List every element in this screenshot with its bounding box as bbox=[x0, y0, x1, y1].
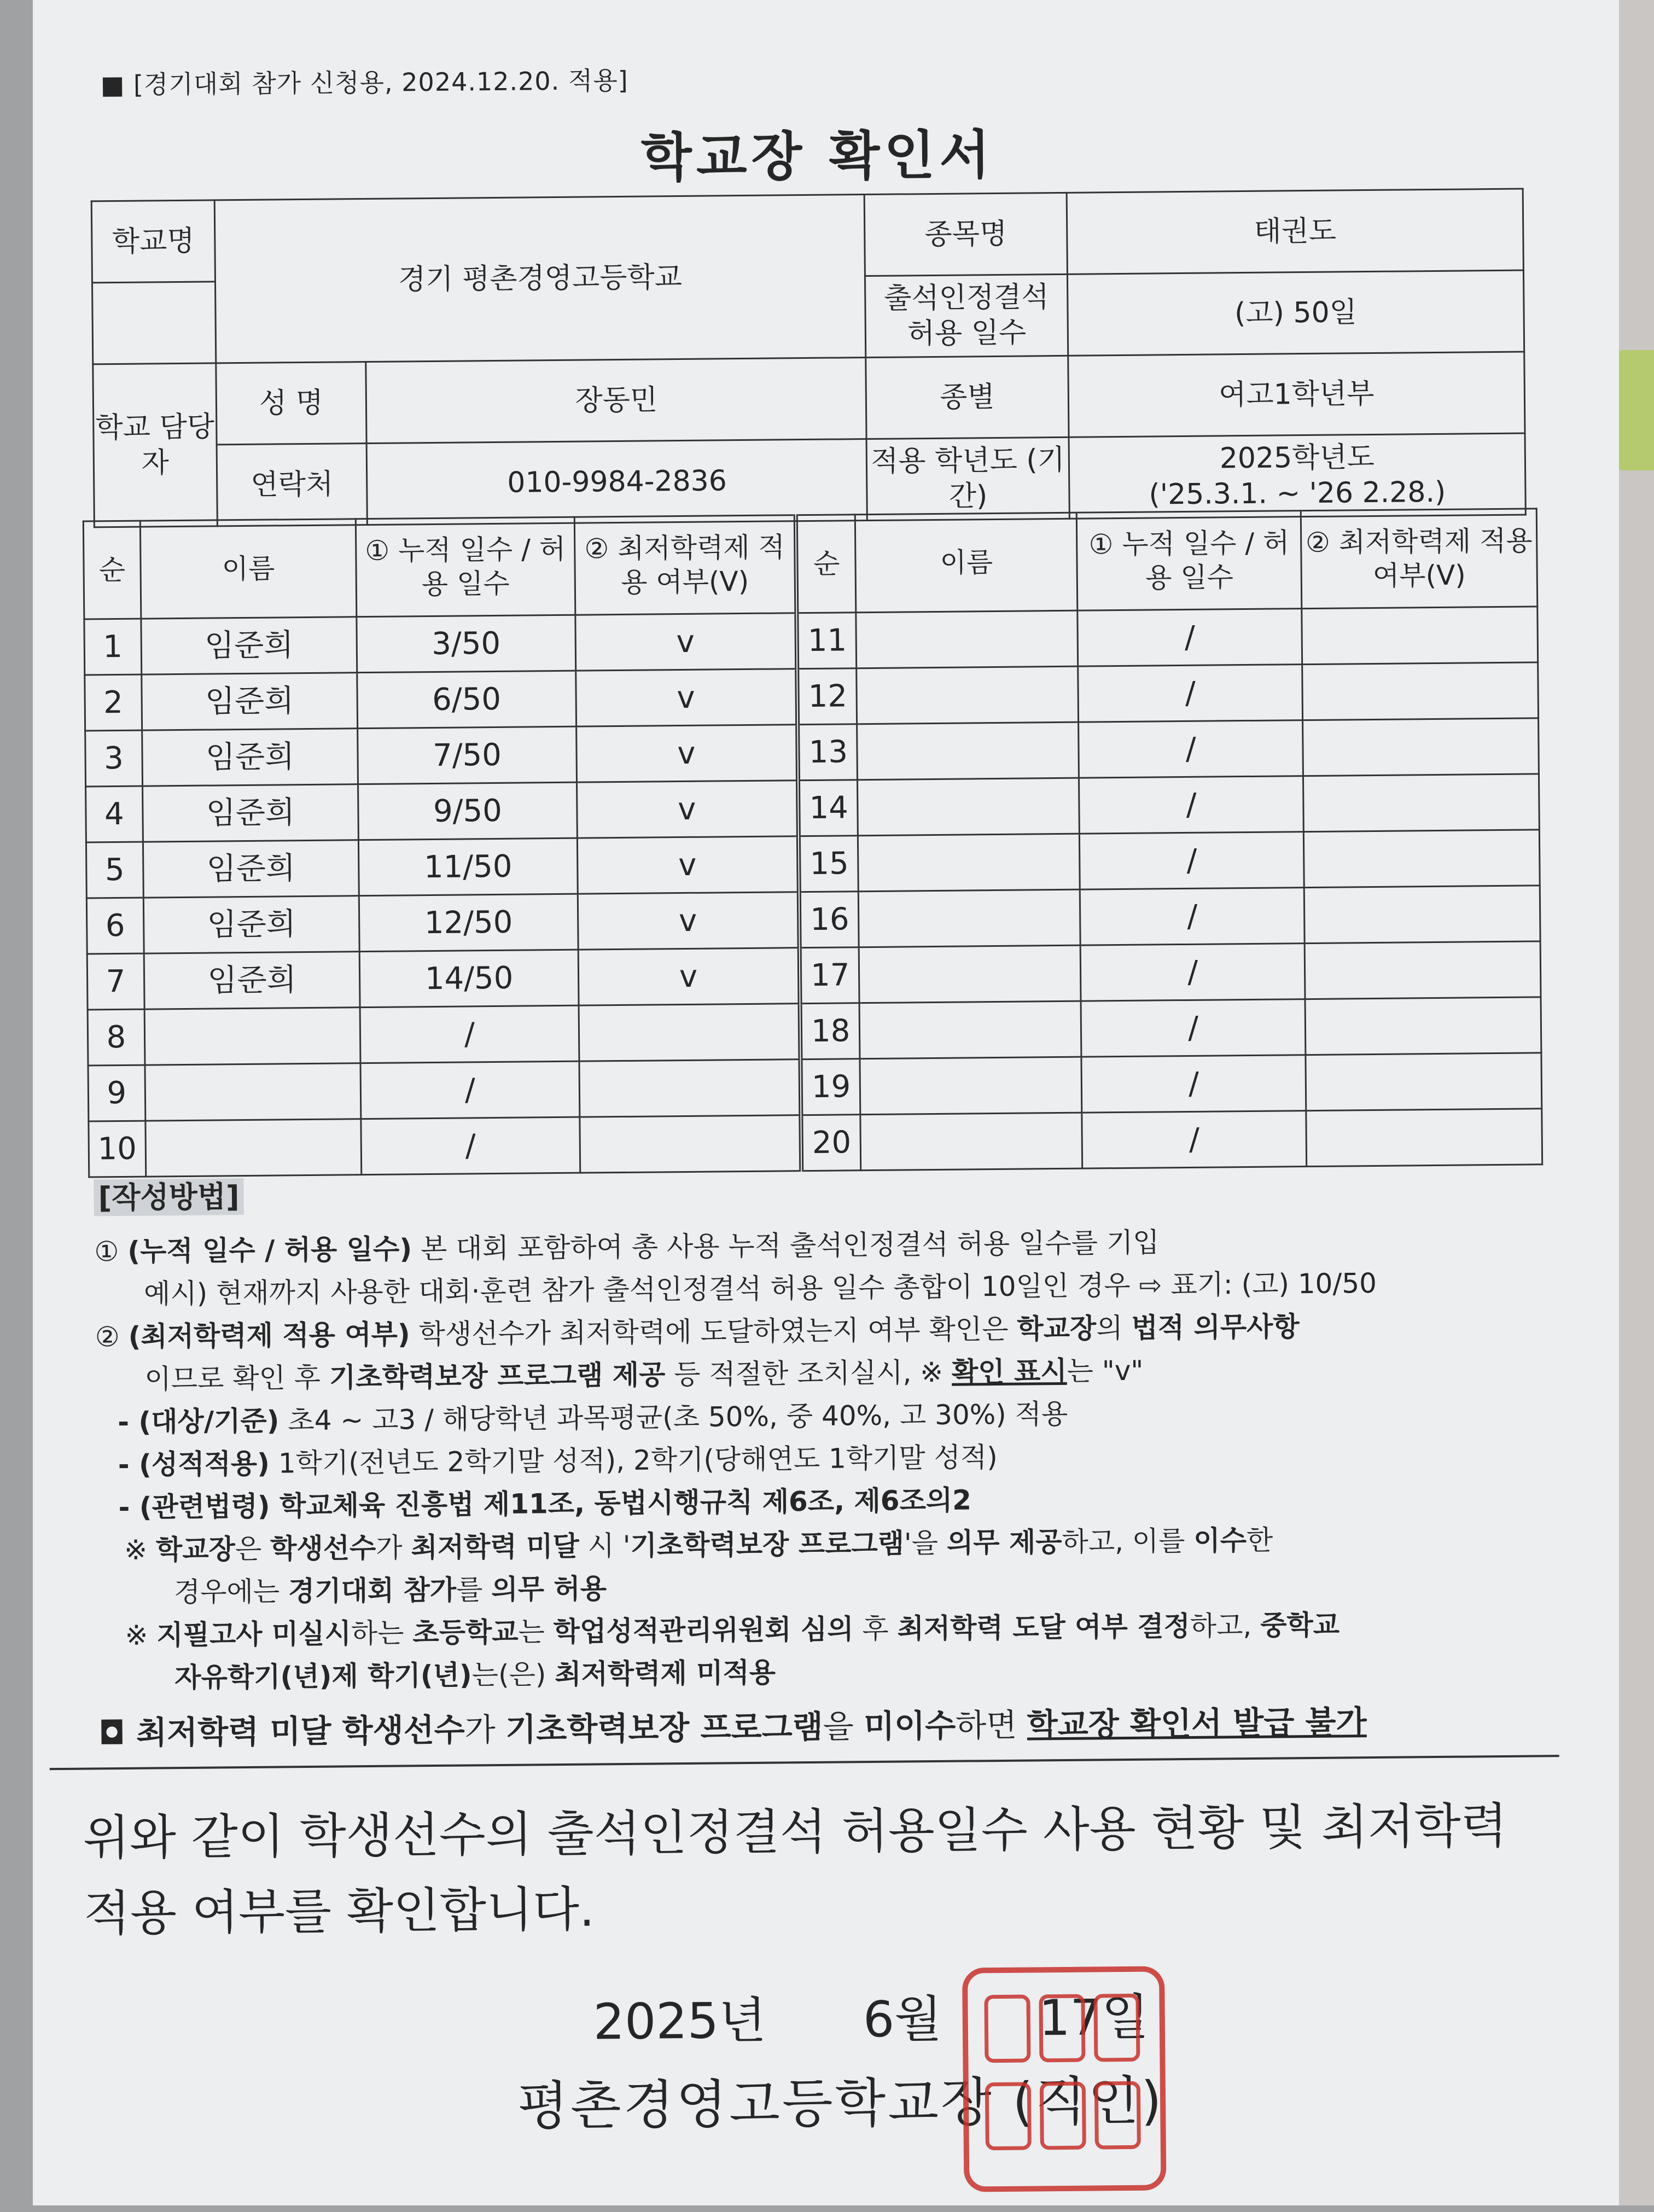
form-usage-note: ■ [경기대회 참가 신청용, 2024.12.20. 적용] bbox=[100, 65, 628, 100]
row-days-2: / bbox=[1082, 1111, 1307, 1169]
row-name-2 bbox=[860, 1001, 1082, 1059]
row-min bbox=[579, 1060, 801, 1117]
row-min-2 bbox=[1302, 662, 1539, 720]
header-days-2: ① 누적 일수 / 허용 일수 bbox=[1076, 511, 1301, 611]
statement-line-2: 적용 여부를 확인합니다. bbox=[83, 1881, 595, 1942]
row-no: 5 bbox=[86, 842, 143, 898]
row-name bbox=[145, 1119, 362, 1177]
header-min-2: ② 최저학력제 적용 여부(V) bbox=[1301, 509, 1537, 609]
row-no: 6 bbox=[86, 898, 144, 954]
guide-item-1-example: 예시) 현재까지 사용한 대회·훈련 참가 출석인정결석 허용 일수 총합이 10일인 경우 ⇨ 표기: (고) 10/50 bbox=[143, 1267, 1377, 1310]
row-name-2 bbox=[859, 945, 1081, 1003]
row-no: 1 bbox=[84, 619, 142, 675]
guide-heading: [작성방법] bbox=[94, 1164, 1571, 1220]
row-min: v bbox=[576, 725, 798, 783]
guide-item-2-cont: 이므로 확인 후 기초학력보장 프로그램 제공 등 적절한 조치실시, ※ 확인 표시는 "v" bbox=[144, 1354, 1144, 1395]
row-days-2: / bbox=[1078, 609, 1302, 667]
guide-note-2-cont: 자유학기(년)제 학기(년)는(은) 최저학력제 미적용 bbox=[174, 1656, 776, 1694]
row-min bbox=[580, 1115, 802, 1173]
allowed-days-value: (고) 50일 bbox=[1067, 270, 1524, 356]
row-name bbox=[145, 1063, 361, 1121]
row-no-2: 15 bbox=[799, 836, 859, 892]
period-value: ('25.3.1. ~ '26 2.28.) bbox=[1149, 475, 1446, 511]
arrow-box-icon: ◘ bbox=[98, 1714, 126, 1752]
row-name-2 bbox=[860, 1113, 1082, 1171]
row-days-2: / bbox=[1080, 888, 1305, 946]
row-min-2 bbox=[1304, 886, 1540, 944]
row-no-2: 18 bbox=[800, 1003, 860, 1060]
header-name: 이름 bbox=[140, 519, 357, 619]
row-days-2: / bbox=[1081, 999, 1306, 1057]
row-name-2 bbox=[860, 1057, 1082, 1115]
manager-name-value: 장동민 bbox=[366, 358, 866, 444]
student-list-table bbox=[83, 508, 1543, 1178]
writing-guide bbox=[94, 1164, 1575, 1755]
allowed-days-label: 출석인정결석 허용 일수 bbox=[865, 274, 1068, 357]
row-days: 9/50 bbox=[358, 782, 577, 840]
school-info-table bbox=[91, 188, 1527, 528]
header-no-2: 순 bbox=[796, 515, 857, 613]
confirmation-statement bbox=[83, 1788, 1560, 1952]
row-name: 임준희 bbox=[142, 729, 358, 786]
row-name: 임준희 bbox=[143, 840, 359, 898]
row-no-2: 16 bbox=[799, 892, 859, 948]
document-paper bbox=[33, 0, 1619, 2205]
section-divider bbox=[50, 1755, 1559, 1770]
row-days: / bbox=[360, 1005, 579, 1063]
header-min: ② 최저학력제 적용 여부(V) bbox=[574, 515, 796, 615]
row-name-2 bbox=[856, 610, 1078, 668]
row-no: 3 bbox=[85, 730, 143, 787]
statement-line-1: 위와 같이 학생선수의 출석인정결석 허용일수 사용 현황 및 최저학력 bbox=[83, 1797, 1508, 1866]
manager-name-label: 성 명 bbox=[216, 362, 367, 445]
school-manager-label: 학교 담당자 bbox=[93, 363, 217, 527]
sport-value: 태권도 bbox=[1067, 189, 1523, 274]
row-no: 8 bbox=[88, 1009, 145, 1066]
row-name: 임준희 bbox=[141, 617, 357, 674]
year-value: 2025학년도 bbox=[1219, 440, 1375, 475]
row-name-2 bbox=[857, 666, 1079, 724]
row-name bbox=[144, 1008, 360, 1065]
row-days-2: / bbox=[1078, 665, 1303, 723]
guide-detail-laws: - (관련법령) 학교체육 진흥법 제11조, 동법시행규칙 제6조, 제6조의2 bbox=[118, 1484, 972, 1524]
guide-detail-grades: - (성적적용) 1학기(전년도 2학기말 성적), 2학기(당해연도 1학기말 성적) bbox=[118, 1441, 998, 1481]
row-days: / bbox=[360, 1061, 579, 1119]
page-title: 학교장 확인서 bbox=[640, 124, 995, 189]
row-min bbox=[579, 1004, 801, 1062]
row-name: 임준희 bbox=[142, 673, 358, 730]
row-min-2 bbox=[1306, 1109, 1542, 1167]
row-name-2 bbox=[857, 722, 1079, 780]
row-no: 9 bbox=[88, 1065, 145, 1121]
row-days: 12/50 bbox=[359, 894, 578, 951]
row-name: 임준희 bbox=[142, 784, 358, 842]
school-name-value: 경기 평촌경영고등학교 bbox=[214, 195, 866, 363]
year-label: 적용 학년도 (기간) bbox=[866, 437, 1069, 520]
row-min-2 bbox=[1304, 941, 1541, 999]
contact-label: 연락처 bbox=[217, 444, 368, 526]
official-seal-stamp bbox=[962, 1966, 1167, 2192]
school-name-label-cont bbox=[92, 282, 216, 364]
guide-note-1: ※ 학교장은 학생선수가 최저학력 미달 시 '기초학력보장 프로그램'을 의무 제공하고, 이를 이수한 bbox=[124, 1524, 1273, 1566]
row-name: 임준희 bbox=[144, 952, 360, 1009]
row-min: v bbox=[578, 892, 800, 950]
row-min: v bbox=[575, 613, 797, 671]
row-days-2: / bbox=[1079, 720, 1303, 778]
row-days: 14/50 bbox=[359, 950, 578, 1007]
guide-item-1: ① (누적 일수 / 허용 일수) 본 대회 포함하여 총 사용 누적 출석인정결석 허용 일수를 기입 bbox=[94, 1226, 1160, 1268]
school-name-label: 학교명 bbox=[91, 200, 215, 283]
row-name-2 bbox=[858, 778, 1080, 836]
header-days: ① 누적 일수 / 허용 일수 bbox=[356, 517, 575, 616]
row-days-2: / bbox=[1079, 776, 1304, 834]
row-no-2: 11 bbox=[796, 613, 857, 669]
row-min-2 bbox=[1303, 774, 1540, 832]
row-min-2 bbox=[1303, 718, 1539, 776]
row-name-2 bbox=[858, 834, 1080, 892]
row-no-2: 14 bbox=[798, 780, 858, 836]
row-name: 임준희 bbox=[143, 896, 359, 953]
guide-final-warning: ◘ 최저학력 미달 학생선수가 기초학력보장 프로그램을 미이수하면 학교장 확인서 발급 불가 bbox=[98, 1703, 1367, 1752]
row-days-2: / bbox=[1081, 1055, 1306, 1113]
row-no-2: 12 bbox=[797, 668, 857, 725]
date-day: 17일 bbox=[1038, 1988, 1150, 2047]
guide-note-1-cont: 경우에는 경기대회 참가를 의무 허용 bbox=[173, 1573, 607, 1609]
row-min: v bbox=[577, 836, 799, 894]
row-min-2 bbox=[1305, 997, 1541, 1055]
row-days: 6/50 bbox=[357, 671, 576, 728]
row-no-2: 20 bbox=[801, 1115, 861, 1171]
row-no-2: 17 bbox=[800, 947, 860, 1004]
date-month: 6월 bbox=[863, 1990, 942, 2049]
year-cell bbox=[1069, 433, 1525, 519]
row-days-2: / bbox=[1080, 832, 1304, 890]
date-year: 2025년 bbox=[593, 1992, 767, 2051]
header-name-2: 이름 bbox=[855, 513, 1078, 613]
row-no: 2 bbox=[85, 674, 142, 731]
row-min: v bbox=[575, 669, 797, 727]
student-list-body bbox=[84, 607, 1542, 1177]
guide-note-2: ※ 지필고사 미실시하는 초등학교는 학업성적관리위원회 심의 후 최저학력 도달 여부 결정하고, 중학교 bbox=[125, 1609, 1340, 1651]
row-days-2: / bbox=[1080, 944, 1305, 1002]
category-label: 종별 bbox=[866, 356, 1069, 439]
guide-detail-target: - (대상/기준) 초4 ~ 고3 / 해당학년 과목평균(초 50%, 중 40%, 고 30%) 적용 bbox=[117, 1398, 1068, 1439]
row-no-2: 13 bbox=[797, 724, 858, 781]
row-min-2 bbox=[1304, 830, 1540, 888]
row-min-2 bbox=[1306, 1053, 1542, 1111]
row-name-2 bbox=[859, 889, 1081, 947]
principal-signature-line: 평촌경영고등학교장 (직인) bbox=[517, 2070, 1164, 2137]
row-days: 11/50 bbox=[359, 838, 578, 895]
row-no: 7 bbox=[87, 953, 144, 1010]
confirmation-document bbox=[34, 0, 1618, 2212]
guide-item-2: ② (최저학력제 적용 여부) 학생선수가 최저학력에 도달하였는지 여부 확인은 학교장의 법적 의무사항 bbox=[95, 1311, 1300, 1353]
row-no-2: 19 bbox=[800, 1059, 860, 1115]
row-no: 4 bbox=[86, 786, 143, 842]
row-min: v bbox=[578, 948, 800, 1006]
row-min: v bbox=[576, 781, 799, 839]
header-no: 순 bbox=[83, 521, 141, 619]
row-days: 7/50 bbox=[358, 726, 576, 784]
category-value: 여고1학년부 bbox=[1068, 352, 1525, 437]
sport-label: 종목명 bbox=[864, 193, 1067, 276]
row-no: 10 bbox=[89, 1121, 146, 1177]
row-days: 3/50 bbox=[357, 615, 575, 672]
row-min-2 bbox=[1302, 607, 1538, 665]
row-days: / bbox=[361, 1117, 580, 1174]
contact-value: 010-9984-2836 bbox=[367, 439, 867, 525]
